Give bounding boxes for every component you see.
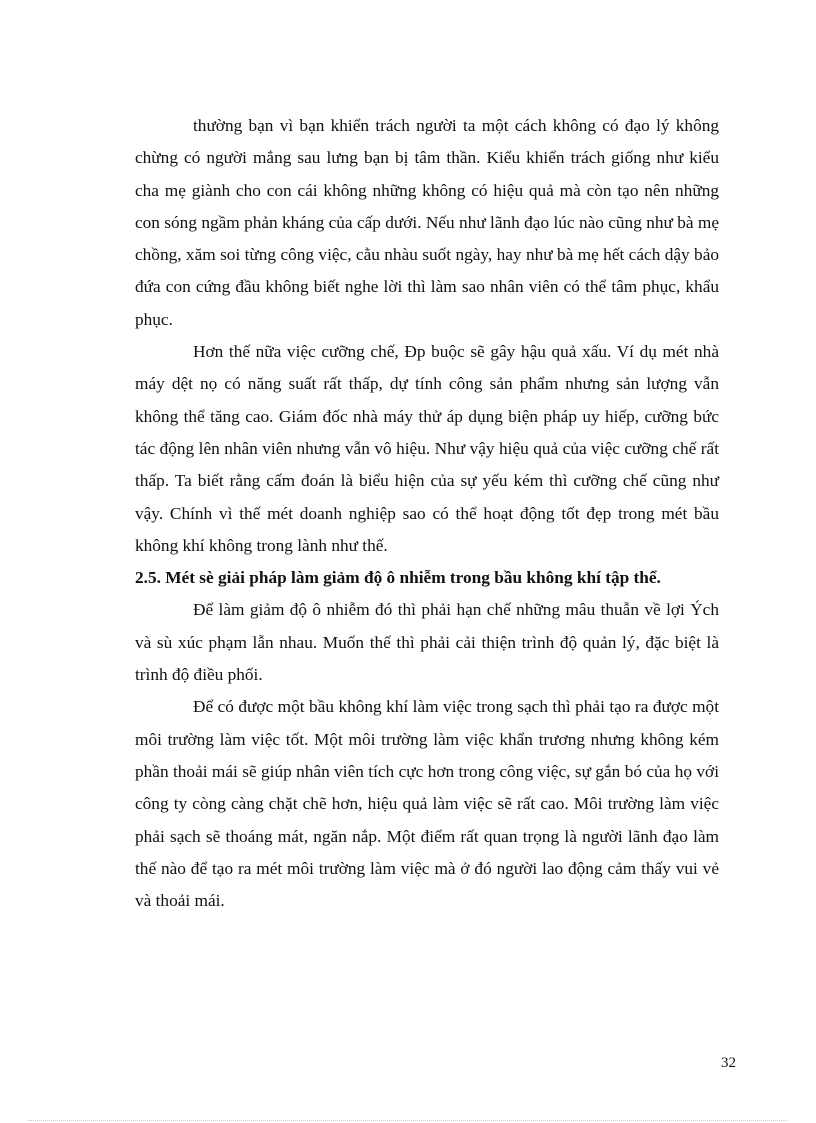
- page-number: 32: [721, 1055, 736, 1071]
- section-paragraph-1: Để làm giảm độ ô nhiễm đó thì phải hạn chế những mâu thuẫn về lợi Ých và sù xúc phạm lẫn nhau. Muốn thế thì phải cải thiện trình độ quản lý, đặc biệt là trình độ điều phối.: [135, 600, 719, 685]
- body-paragraph-1: thường bạn vì bạn khiển trách người ta một cách không có đạo lý không chừng có người mắng sau lưng bạn bị tâm thần. Kiểu khiển trách giống như kiểu cha mẹ giành cho con cái không những không có hiệu quả mà còn tạo nên những con sóng ngầm phản kháng của cấp dưới. Nếu như lãnh đạo lúc nào cũng như bà mẹ chồng, xăm soi từng công việc, cằu nhàu suốt ngày, hay như bà mẹ hết cách dậy bảo đứa con cứng đầu không biết nghe lời thì làm sao nhân viên có thể tâm phục, khẩu phục.: [135, 116, 719, 329]
- body-paragraph-2: Hơn thế nữa việc cưỡng chế, Đp buộc sẽ gây hậu quả xấu. Ví dụ mét nhà máy dệt nọ có năng suất rất thấp, dự tính công sản phẩm nhưng sản lượng vẫn không thể tăng cao. Giám đốc nhà máy thử áp dụng biện pháp uy hiếp, cưỡng bức tác động lên nhân viên nhưng vẫn vô hiệu. Như vậy hiệu quả của việc cưỡng chế rất thấp. Ta biết rằng cấm đoán là biểu hiện của sự yếu kém thì cưỡng chế cũng như vậy. Chính vì thế mét doanh nghiệp sao có thể hoạt động tốt đẹp trong mét bầu không khí không trong lành như thế.: [135, 342, 719, 555]
- section-heading: 2.5. Mét sè giải pháp làm giảm độ ô nhiễm trong bầu không khí tập thể.: [135, 568, 661, 588]
- page-body: [135, 110, 719, 917]
- page-bottom-divider: [28, 1120, 788, 1121]
- section-paragraph-2: Để có được một bầu không khí làm việc trong sạch thì phải tạo ra được một môi trường làm việc tốt. Một môi trường làm việc khẩn trương nhưng không kém phần thoải mái sẽ giúp nhân viên tích cực hơn trong công việc, sự gắn bó của họ với công ty còng càng chặt chẽ hơn, hiệu quả làm việc sẽ rất cao. Môi trường làm việc phải sạch sẽ thoáng mát, ngăn nắp. Một điểm rất quan trọng là người lãnh đạo làm thế nào để tạo ra mét môi trường làm việc mà ở đó người lao động cảm thấy vui vẻ và thoải mái.: [135, 697, 719, 911]
